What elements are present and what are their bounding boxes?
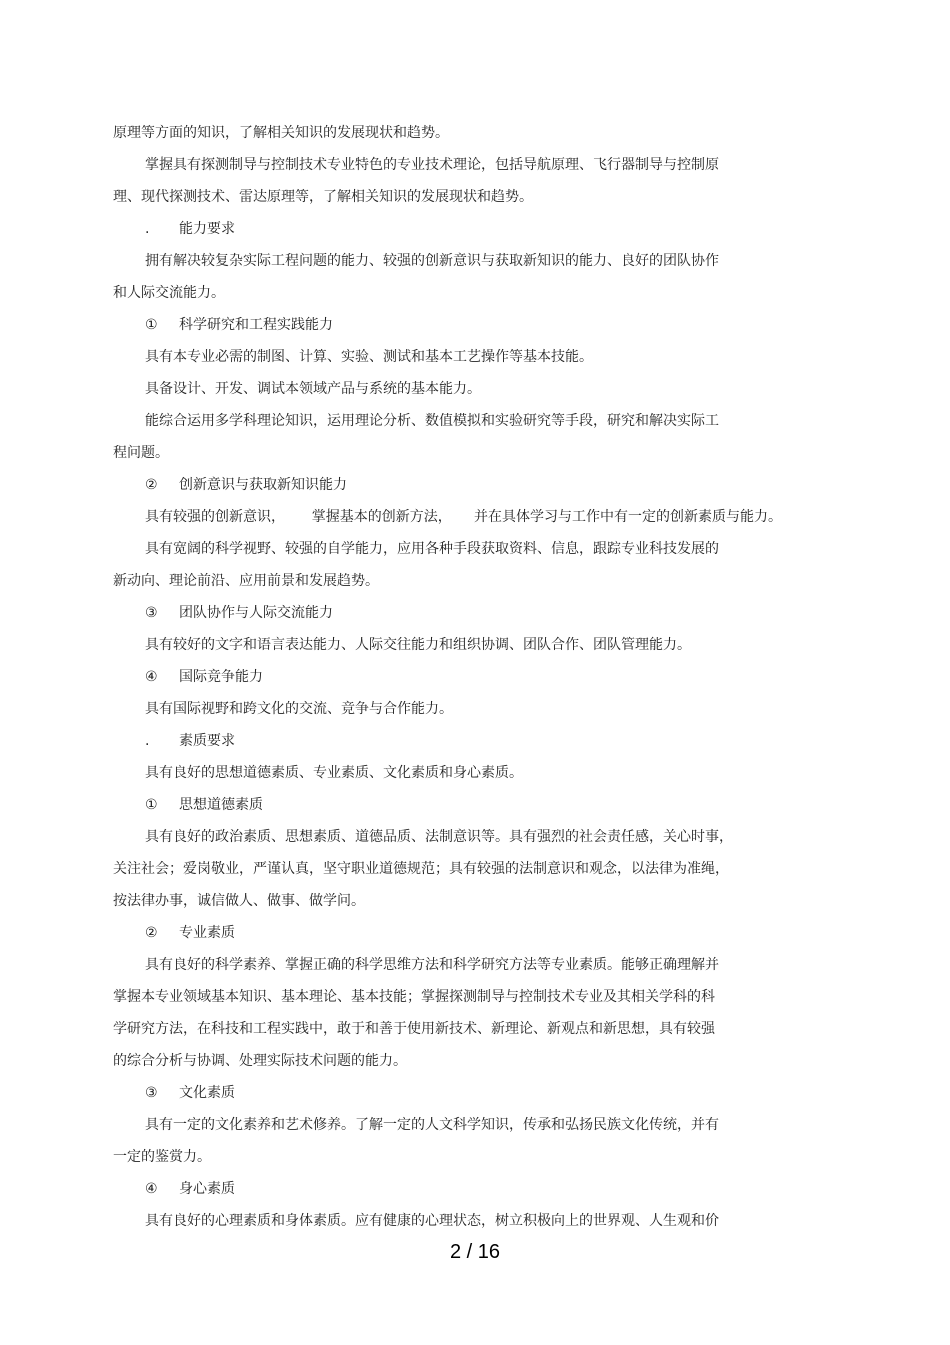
body-line: 具有本专业必需的制图、计算、实验、测试和基本工艺操作等基本技能。 (145, 349, 593, 365)
subheading-marker: ④ (145, 1181, 158, 1197)
body-line: 原理等方面的知识，了解相关知识的发展现状和趋势。 (113, 125, 449, 141)
body-line: 程问题。 (113, 445, 169, 461)
body-line: 掌握本专业领域基本知识、基本理论、基本技能；掌握探测制导与控制技术专业及其相关学科的科 (113, 989, 715, 1005)
body-line: 关注社会；爱岗敬业，严谨认真，坚守职业道德规范；具有较强的法制意识和观念，以法律为准绳， (113, 861, 729, 877)
body-line: 拥有解决较复杂实际工程问题的能力、较强的创新意识与获取新知识的能力、良好的团队协作 (145, 253, 719, 269)
body-line: 理、现代探测技术、雷达原理等，了解相关知识的发展现状和趋势。 (113, 189, 533, 205)
subheading-label: 国际竞争能力 (179, 669, 263, 685)
subheading-label: 专业素质 (179, 925, 235, 941)
subheading-label: 文化素质 (179, 1085, 235, 1101)
body-line: 按法律办事，诚信做人、做事、做学问。 (113, 893, 365, 909)
page-number: 2 / 16 (449, 1241, 501, 1263)
subheading-marker: ① (145, 797, 158, 813)
subheading-marker: ① (145, 317, 158, 333)
heading-label: 素质要求 (179, 733, 235, 749)
body-line: 具有宽阔的科学视野、较强的自学能力，应用各种手段获取资料、信息，跟踪专业科技发展的 (145, 541, 719, 557)
subheading-label: 创新意识与获取新知识能力 (179, 477, 347, 493)
subheading-label: 科学研究和工程实践能力 (179, 317, 333, 333)
body-line: 能综合运用多学科理论知识，运用理论分析、数值模拟和实验研究等手段，研究和解决实际工 (145, 413, 719, 429)
body-line: 具有良好的思想道德素质、专业素质、文化素质和身心素质。 (145, 765, 523, 781)
subheading-label: 思想道德素质 (179, 797, 263, 813)
body-line: 具有较好的文字和语言表达能力、人际交往能力和组织协调、团队合作、团队管理能力。 (145, 637, 691, 653)
body-line: 具有良好的心理素质和身体素质。应有健康的心理状态，树立积极向上的世界观、人生观和价 (145, 1213, 719, 1229)
body-line: 一定的鉴赏力。 (113, 1149, 211, 1165)
subheading-marker: ④ (145, 669, 158, 685)
body-line: 新动向、理论前沿、应用前景和发展趋势。 (113, 573, 379, 589)
body-line: 具有国际视野和跨文化的交流、竞争与合作能力。 (145, 701, 453, 717)
body-line: 具有较强的创新意识， 掌握基本的创新方法， 并在具体学习与工作中有一定的创新素质与能力。 (145, 509, 782, 525)
subheading-label: 团队协作与人际交流能力 (179, 605, 333, 621)
body-line: 学研究方法，在科技和工程实践中，敢于和善于使用新技术、新理论、新观点和新思想，具有较强 (113, 1021, 715, 1037)
body-line: 掌握具有探测制导与控制技术专业特色的专业技术理论，包括导航原理、飞行器制导与控制原 (145, 157, 719, 173)
heading-marker: . (145, 733, 150, 749)
body-line: 具有良好的政治素质、思想素质、道德品质、法制意识等。具有强烈的社会责任感，关心时事， (145, 829, 733, 845)
subheading-marker: ③ (145, 605, 158, 621)
heading-marker: . (145, 221, 150, 237)
subheading-marker: ③ (145, 1085, 158, 1101)
heading-label: 能力要求 (179, 221, 235, 237)
body-line: 具有一定的文化素养和艺术修养。了解一定的人文科学知识，传承和弘扬民族文化传统，并有 (145, 1117, 719, 1133)
body-line: 的综合分析与协调、处理实际技术问题的能力。 (113, 1053, 407, 1069)
subheading-marker: ② (145, 477, 158, 493)
body-line: 和人际交流能力。 (113, 285, 225, 301)
subheading-marker: ② (145, 925, 158, 941)
body-line: 具有良好的科学素养、掌握正确的科学思维方法和科学研究方法等专业素质。能够正确理解并 (145, 957, 719, 973)
subheading-label: 身心素质 (179, 1181, 235, 1197)
body-line: 具备设计、开发、调试本领域产品与系统的基本能力。 (145, 381, 481, 397)
